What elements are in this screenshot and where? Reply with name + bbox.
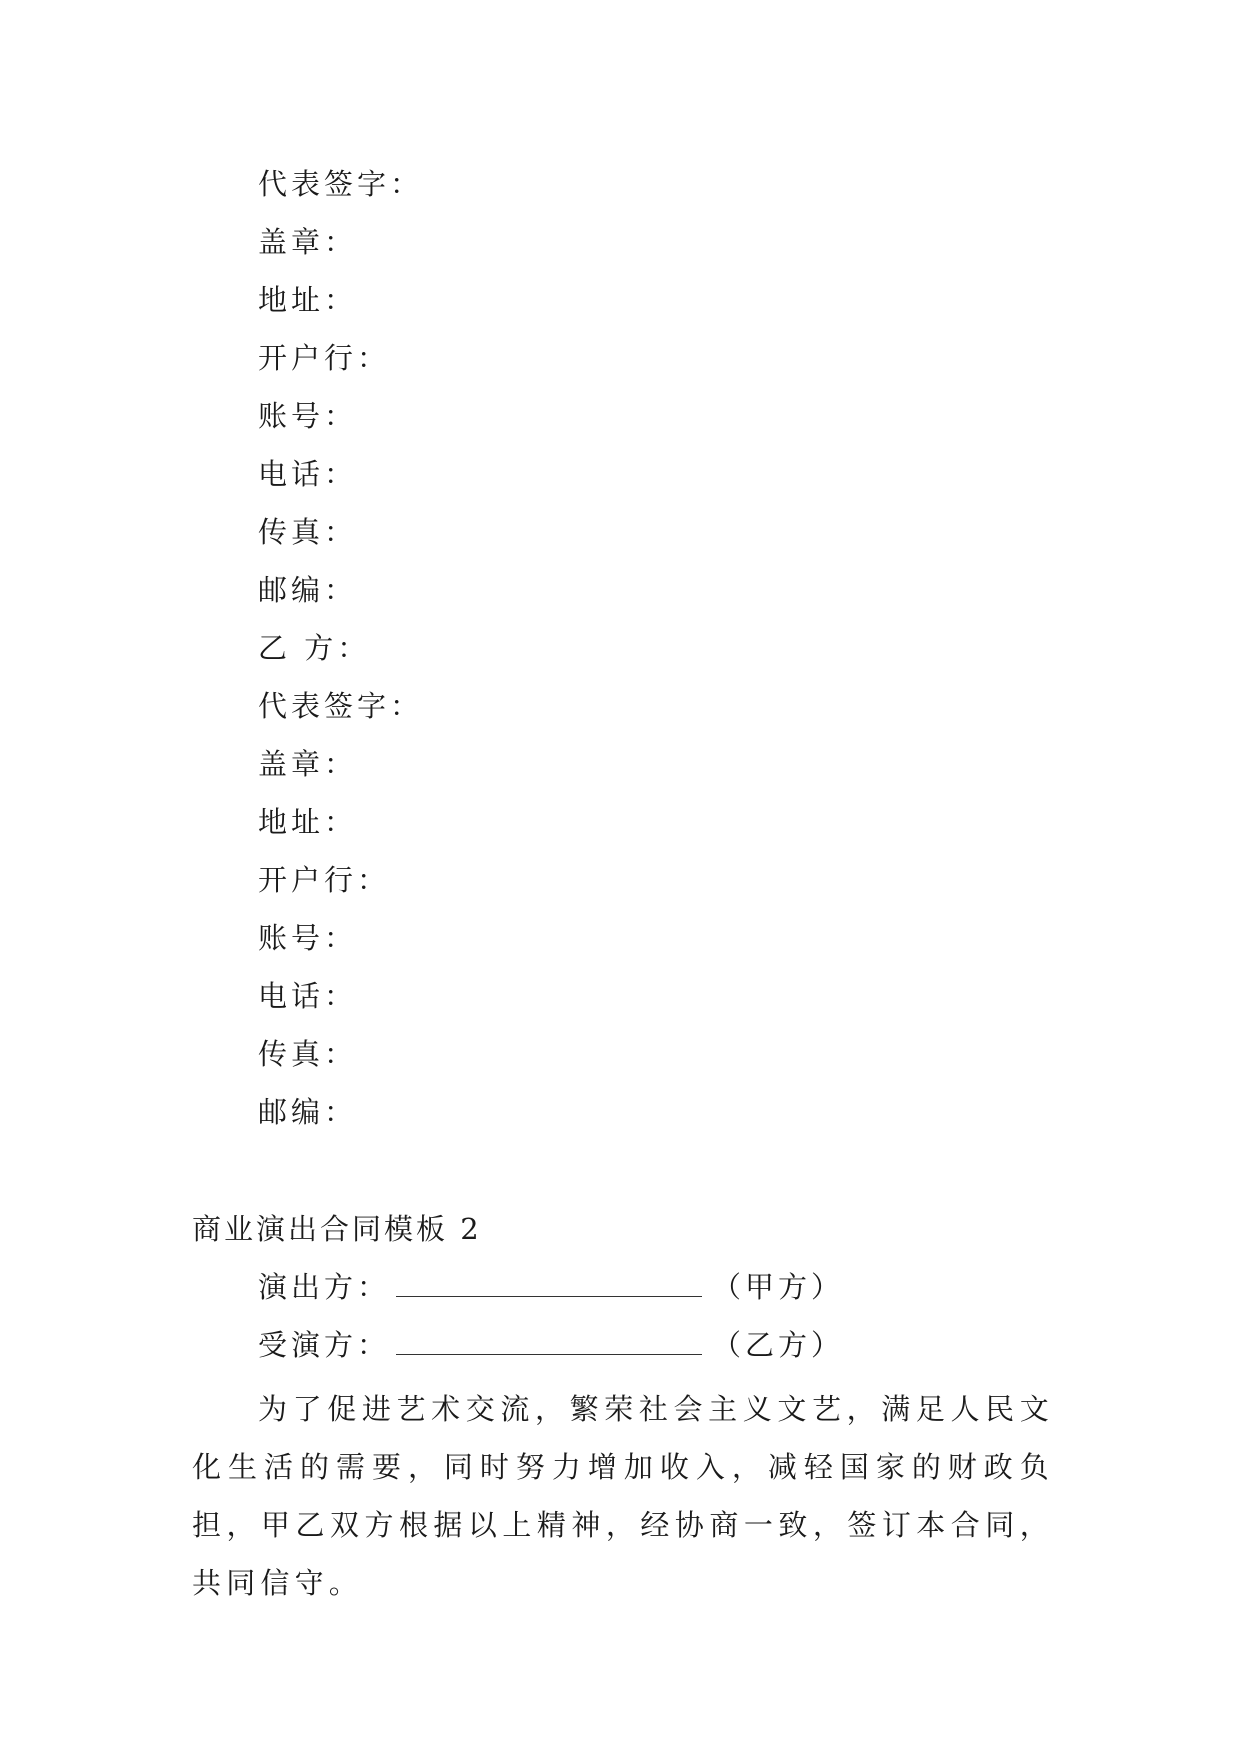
- receiver-suffix: （乙方）: [712, 1328, 845, 1362]
- receiver-blank: [396, 1328, 702, 1355]
- party-a-postcode: 邮编：: [258, 573, 358, 607]
- party-b-phone: 电话：: [258, 979, 358, 1013]
- party-a-phone: 电话：: [258, 457, 358, 491]
- party-b-address: 地址：: [258, 805, 358, 839]
- performer-line: [258, 1267, 844, 1307]
- party-b-label: 乙 方：: [258, 631, 371, 665]
- party-a-address: 地址：: [258, 283, 358, 317]
- performer-blank: [396, 1270, 702, 1297]
- party-b-fax: 传真：: [258, 1037, 358, 1071]
- performer-label: 演出方：: [258, 1270, 391, 1304]
- party-a-representative-signature: 代表签字：: [258, 167, 424, 201]
- party-b-account: 账号：: [258, 921, 358, 955]
- party-a-fax: 传真：: [258, 515, 358, 549]
- party-b-seal: 盖章：: [258, 747, 358, 781]
- receiver-line: [258, 1325, 844, 1365]
- party-b-postcode: 邮编：: [258, 1095, 358, 1129]
- section-title: 商业演出合同模板 2: [192, 1212, 482, 1246]
- party-b-representative-signature: 代表签字：: [258, 689, 424, 723]
- party-a-seal: 盖章：: [258, 225, 358, 259]
- receiver-label: 受演方：: [258, 1328, 391, 1362]
- party-b-bank: 开户行：: [258, 863, 391, 897]
- performer-suffix: （甲方）: [712, 1270, 845, 1304]
- party-a-bank: 开户行：: [258, 341, 391, 375]
- intro-paragraph: 为了促进艺术交流，繁荣社会主义文艺，满足人民文化生活的需要，同时努力增加收入，减轻国家的财政负担，甲乙双方根据以上精神，经协商一致，签订本合同，共同信守。: [192, 1392, 1054, 1600]
- party-a-account: 账号：: [258, 399, 358, 433]
